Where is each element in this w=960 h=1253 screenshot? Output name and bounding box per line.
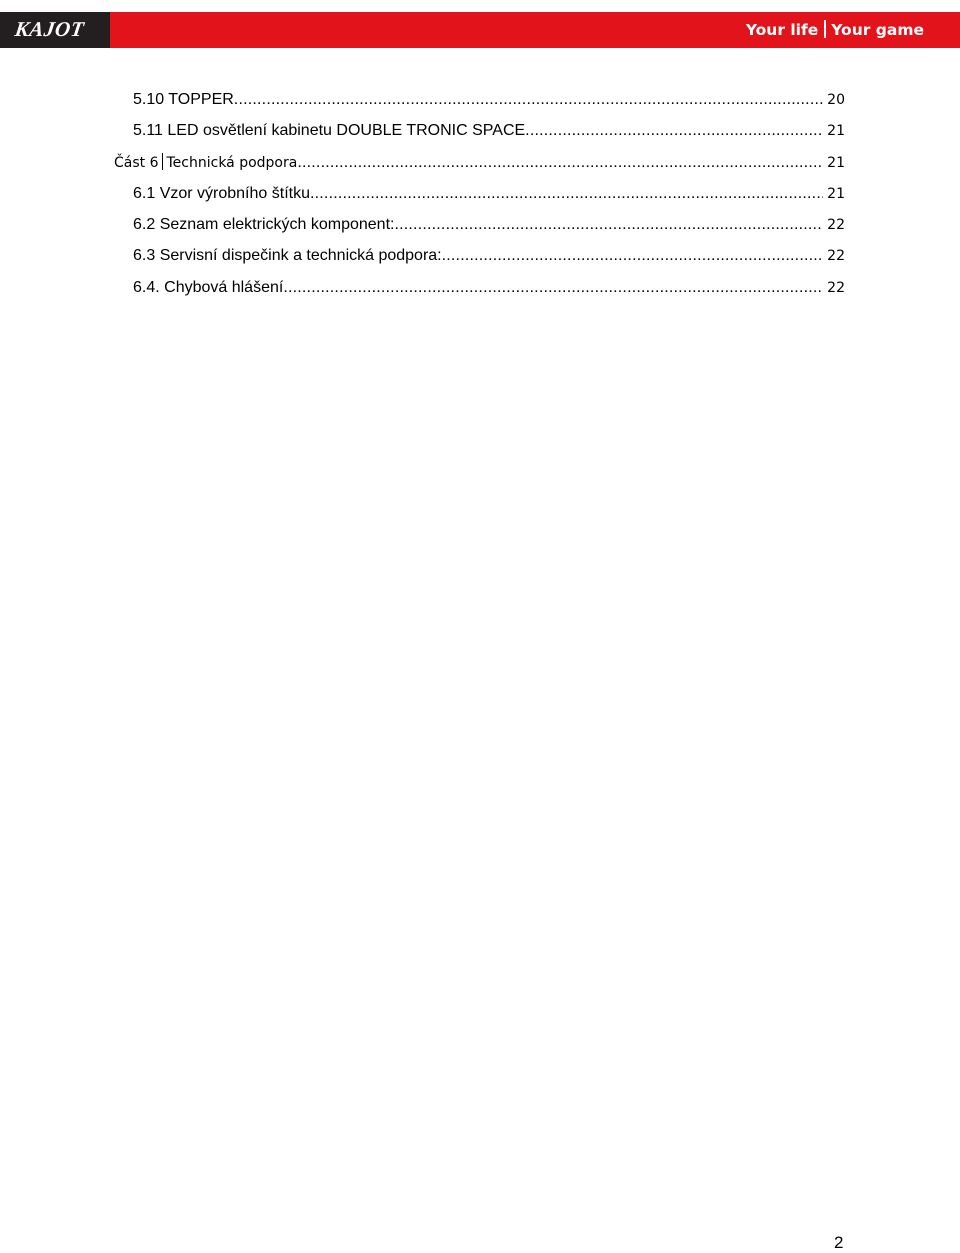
toc-part-title xyxy=(114,149,297,177)
toc-dot-leader xyxy=(442,242,824,270)
toc-entry[interactable] xyxy=(114,86,845,117)
toc-entry-title: 6.4. Chybová hlášení xyxy=(133,278,284,296)
toc-entry-page: 21 xyxy=(827,123,845,140)
slogan-part-2: Your game xyxy=(831,21,924,39)
toc-entry[interactable] xyxy=(114,211,845,242)
toc-entry-page: 22 xyxy=(827,248,845,265)
toc-part-name: Technická podpora xyxy=(166,154,298,171)
toc-entry-title: 6.3 Servisní dispečink a technická podpora: xyxy=(133,247,442,265)
toc-entry[interactable] xyxy=(114,180,845,211)
toc-dot-leader xyxy=(525,117,823,145)
slogan-part-1: Your life xyxy=(745,21,819,39)
toc-entry-page: 21 xyxy=(827,185,845,202)
header-slogan xyxy=(746,20,924,39)
toc-entry-page: 20 xyxy=(827,92,845,108)
header-bar xyxy=(0,12,960,48)
toc-dot-leader xyxy=(394,211,823,239)
toc-dot-leader xyxy=(310,180,823,208)
toc-part-entry[interactable] xyxy=(114,149,845,180)
toc-entry-title: 6.1 Vzor výrobního štítku xyxy=(133,184,310,202)
toc-entry[interactable] xyxy=(114,242,845,273)
toc-dot-leader xyxy=(297,149,823,177)
toc-entry-title: 5.11 LED osvětlení kabinetu DOUBLE TRONIC SPACE xyxy=(133,122,526,140)
toc-entry-title: 6.2 Seznam elektrických komponent: xyxy=(133,216,395,234)
table-of-contents xyxy=(114,86,845,305)
toc-entry-page: 22 xyxy=(827,217,845,234)
brand-logo-text: KAJOT xyxy=(13,17,86,41)
toc-part-label: Část 6 xyxy=(114,154,159,171)
slogan-divider xyxy=(824,20,826,38)
toc-entry-title: 5.10 TOPPER xyxy=(133,91,234,108)
toc-dot-leader xyxy=(283,274,823,302)
toc-entry[interactable] xyxy=(114,117,845,148)
page-number: 2 xyxy=(834,1233,844,1252)
brand-logo xyxy=(0,12,110,48)
toc-entry-page: 22 xyxy=(827,279,845,296)
toc-dot-leader xyxy=(234,86,823,114)
toc-entry[interactable] xyxy=(114,274,845,305)
toc-entry-page: 21 xyxy=(827,154,845,171)
toc-part-divider xyxy=(162,153,163,170)
